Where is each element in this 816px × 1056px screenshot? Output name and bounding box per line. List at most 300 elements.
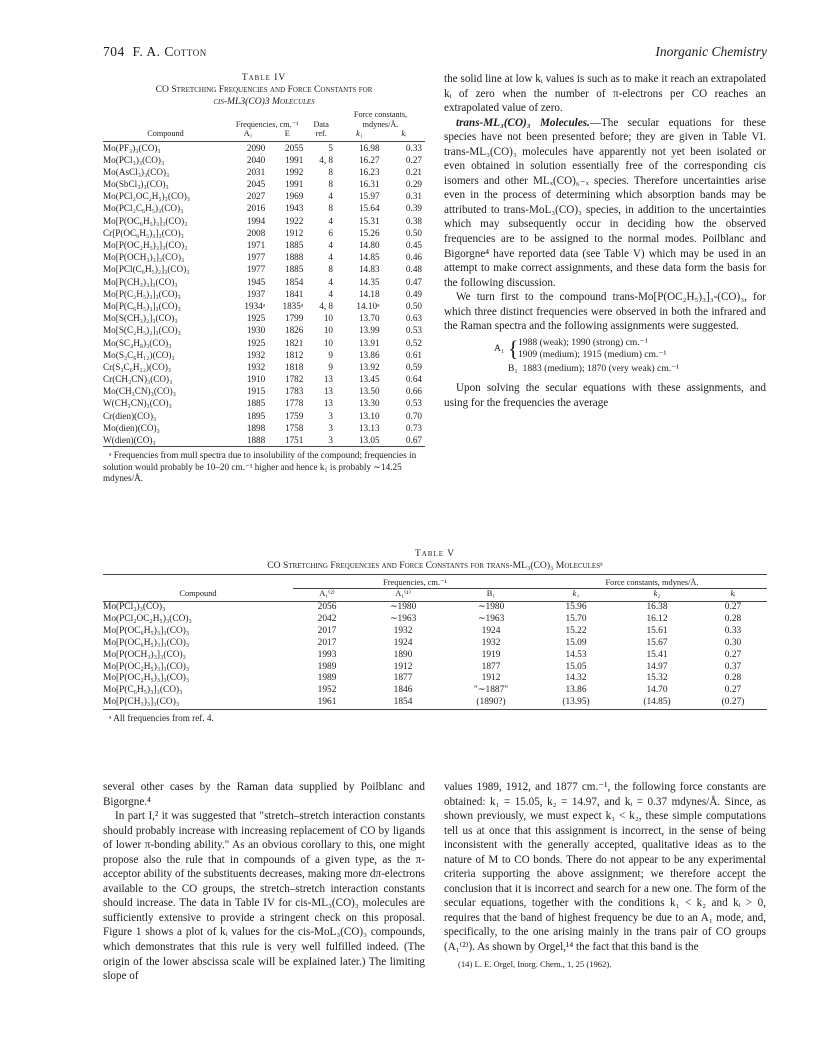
lower-left-text — [103, 780, 425, 984]
table-4-header-ref: ref. — [315, 129, 327, 138]
table-4-caption — [103, 72, 425, 108]
journal-name: Inorganic Chemistry — [655, 44, 767, 59]
paragraph: the solid line at low kᵢ values is such as to make it reach an extrapolated kᵢ of zero when the number of π-electrons per CO reaches an extrapolated value of zero. — [444, 73, 766, 115]
table4-value-cell: 15.97 — [358, 191, 380, 202]
table-4-header-a1: A₁ — [243, 129, 253, 138]
lower-right-text — [444, 780, 766, 970]
table5-value-cell: 1924 — [481, 625, 501, 636]
table4-row — [103, 288, 425, 300]
table4-row — [103, 227, 425, 239]
table4-value-cell: 1912 — [284, 227, 304, 238]
table-4 — [103, 110, 425, 447]
table4-compound-cell: Mo(PCl₃)₃(CO)₃ — [103, 154, 165, 165]
table-4-header-k1: k₁ — [356, 129, 363, 138]
table4-value-cell: 0.67 — [383, 434, 425, 447]
table4-value-cell: 6 — [328, 227, 334, 238]
table4-value-cell: 3 — [306, 434, 336, 447]
table4-value-cell: 0.47 — [405, 276, 422, 287]
table4-value-cell: 0.49 — [405, 288, 422, 299]
table4-compound-cell: Mo[PCl(C₆H₅)₂]₃(CO)₃ — [103, 264, 190, 275]
table-4-body — [103, 141, 425, 447]
table5-row — [103, 614, 767, 626]
table4-row — [103, 190, 425, 202]
table4-value-cell: 2040 — [246, 154, 266, 165]
table4-value-cell: 2045 — [246, 179, 266, 190]
table5-value-cell: 2042 — [317, 613, 337, 624]
table5-value-cell: 14.70 — [646, 685, 668, 696]
reference-14: (14) L. E. Orgel, Inorg. Chem., 1, 25 (1962). — [458, 958, 612, 969]
table4-row — [103, 349, 425, 361]
table4-value-cell: 9 — [328, 349, 334, 360]
table4-value-cell: 13.30 — [358, 398, 380, 409]
table5-row — [103, 638, 767, 650]
brace-glyph: { — [508, 335, 519, 361]
table4-value-cell: 0.59 — [405, 361, 422, 372]
table4-value-cell: 0.50 — [405, 227, 422, 238]
table4-value-cell: 1992 — [284, 166, 304, 177]
table4-row — [103, 166, 425, 178]
table5-value-cell: (1890?) — [445, 697, 537, 709]
table4-value-cell: 2090 — [246, 142, 266, 153]
table5-value-cell: 1877 — [393, 673, 413, 684]
table4-value-cell: 10 — [323, 325, 334, 336]
paragraph: values 1989, 1912, and 1877 cm.⁻¹, the following force constants are obtained: k₁ = 15.05, k₂ = 14.97, and kᵢ = 0.37 mdynes/Å. Since, as shown previously, we must expect k₁ < k₂, these simple computations tell us at once that this assignment is incorrect, in the sense of being inconsistent with the generally accepted, qualitative ideas as to the nature of M to CO bonds. There do not appear to be any experimental criteria supporting the above assignment; we therefore accept the conclusion that it is incorrect and search for a new one. The form of the secular equations, together with the conditions k₁ < k₂ and kᵢ > 0, requires that the band of highest frequency be due to an A₁ mode, and, specifically, to the one arising mainly in the trans pair of CO groups (A₁⁽²⁾). As shown by Orgel,¹⁴ the fact that this band is the — [444, 781, 766, 954]
table4-row — [103, 422, 425, 434]
table4-value-cell: 15.64 — [358, 203, 380, 214]
table-5-block — [103, 548, 767, 725]
table5-value-cell: 16.38 — [646, 602, 668, 612]
table-5-header-b1: B₁ — [486, 589, 496, 598]
table4-value-cell: 1977 — [246, 264, 266, 275]
table5-value-cell: 1961 — [293, 697, 361, 709]
table4-value-cell: 1841 — [284, 288, 304, 299]
table5-value-cell: 15.67 — [646, 637, 668, 648]
assignment-a1-line1: 1988 (weak); 1990 (strong) cm.⁻¹ — [518, 336, 648, 348]
table4-compound-cell: Cr(dien)(CO)₃ — [103, 410, 157, 421]
table5-compound-cell: Mo(PCl₃)₃(CO)₃ — [103, 602, 166, 612]
table4-row — [103, 276, 425, 288]
table-5-header-force: Force constants, mdynes/Å. — [537, 578, 767, 589]
table5-row — [103, 626, 767, 638]
table4-row — [103, 300, 425, 312]
table4-compound-cell: Mo(PCl₂C₆H₅)₃(CO)₃ — [103, 203, 184, 214]
table5-value-cell: 0.30 — [724, 637, 742, 648]
table5-compound-cell: Mo[P(OC₆H₅)₃]₃(CO)₃ — [103, 625, 190, 636]
table5-compound-cell: Mo(PCl₂OC₂H₅)₃(CO)₃ — [103, 613, 192, 624]
table5-value-cell: (0.27) — [699, 697, 767, 709]
table4-value-cell: 10 — [323, 313, 334, 324]
table4-compound-cell: Mo(PCl₂OC₂H₅)₃(CO)₃ — [103, 191, 190, 202]
table5-value-cell: 14.32 — [565, 673, 587, 684]
table5-compound-cell: Mo[P(OC₂H₅)₃]₃(CO)₃ — [103, 673, 190, 684]
table4-value-cell: 10 — [323, 337, 334, 348]
table-4-header-mdynes: mdynes/Å. — [362, 119, 399, 129]
table4-compound-cell: Mo[P(OCH₃)₃]₃(CO)₃ — [103, 252, 185, 263]
table4-value-cell: 1854 — [284, 276, 304, 287]
table5-value-cell: 2056 — [317, 602, 337, 612]
table-5-header-ki: kᵢ — [730, 589, 736, 598]
table4-value-cell: 5 — [328, 142, 334, 153]
table5-value-cell: 0.33 — [724, 625, 742, 636]
table4-value-cell: 16.31 — [358, 179, 380, 190]
table4-value-cell: 4 — [328, 288, 334, 299]
table4-row — [103, 337, 425, 349]
table5-value-cell: 0.28 — [724, 673, 742, 684]
table4-value-cell: 0.66 — [405, 386, 422, 397]
table4-value-cell: 15.26 — [358, 227, 380, 238]
table4-compound-cell: Mo[P(OC₂H₅)₃]₃(CO)₃ — [103, 240, 188, 250]
table4-value-cell: 13 — [323, 386, 334, 397]
table4-value-cell: 1821 — [284, 337, 304, 348]
table5-value-cell: 1912 — [481, 673, 501, 684]
table5-value-cell: 0.28 — [724, 613, 742, 624]
table5-value-cell: ∼1980 — [477, 602, 505, 612]
table4-value-cell: 1895 — [246, 410, 266, 421]
table-4-title-line1: CO Stretching Frequencies and Force Constants for — [155, 84, 373, 95]
table5-compound-cell: Mo[P(C₆H₅)₃]₃(CO)₃ — [103, 685, 183, 696]
table5-value-cell: "∼1887" — [473, 685, 509, 696]
table4-value-cell: 8 — [328, 264, 334, 275]
table4-value-cell: 2008 — [246, 227, 266, 238]
table4-value-cell: 13.70 — [358, 313, 380, 324]
table-5-title: CO Stretching Frequencies and Force Constants for trans-ML₃(CO)₃ Moleculesᵃ — [267, 560, 603, 571]
table4-value-cell: 1932 — [246, 349, 266, 360]
table-5-label: Table V — [415, 549, 455, 559]
table4-value-cell: 1932 — [246, 361, 266, 372]
table5-value-cell: 0.27 — [724, 685, 742, 696]
table5-value-cell: ∼1963 — [477, 613, 505, 624]
table4-value-cell: 1971 — [246, 240, 266, 250]
table4-value-cell: 1977 — [246, 252, 266, 263]
table4-value-cell: 2055 — [284, 142, 304, 153]
table4-compound-cell: Mo(PF₃)₃(CO)₃ — [103, 142, 161, 153]
table4-value-cell: 0.70 — [405, 410, 422, 421]
table4-value-cell: 0.45 — [405, 240, 422, 250]
table4-value-cell: 1943 — [284, 203, 304, 214]
table4-value-cell: 0.38 — [405, 215, 422, 226]
table4-value-cell: 1969 — [284, 191, 304, 202]
table4-value-cell: 14.35 — [358, 276, 380, 287]
table4-value-cell: 13.99 — [358, 325, 380, 336]
table4-row — [103, 324, 425, 336]
table5-value-cell: 2017 — [317, 637, 337, 648]
table4-value-cell: 14.85 — [358, 252, 380, 263]
table4-value-cell: 4, 8 — [319, 154, 334, 165]
paragraph: Upon solving the secular equations with these assignments, and using for the frequencies the average — [444, 382, 766, 409]
table5-compound-cell: Mo[P(OCH₃)₃]₃(CO)₃ — [103, 649, 186, 660]
table-5-footnote: ᵃ All frequencies from ref. 4. — [109, 713, 214, 724]
table4-value-cell: 13.91 — [358, 337, 380, 348]
table4-value-cell: 2016 — [246, 203, 266, 214]
table4-compound-cell: Mo[S(C₂H₅)₂]₃(CO)₃ — [103, 325, 181, 336]
table4-compound-cell: Mo(dien)(CO)₃ — [103, 422, 160, 433]
table5-value-cell: 1890 — [393, 649, 413, 660]
table4-row — [103, 312, 425, 324]
table5-value-cell: 15.96 — [565, 602, 587, 612]
table4-compound-cell: Mo[P(OC₆H₅)₃]₃(CO)₃ — [103, 215, 188, 226]
table4-compound-cell: Mo[P(C₂H₅)₃]₃(CO)₃ — [103, 288, 181, 299]
table4-compound-cell: Mo(S₃C₆H₁₂)(CO)₃ — [103, 349, 175, 360]
table4-value-cell: 9 — [328, 361, 334, 372]
table4-value-cell: 4 — [328, 276, 334, 287]
table5-value-cell: 15.05 — [565, 661, 587, 672]
table4-value-cell: 1994 — [246, 215, 266, 226]
table4-row — [103, 141, 425, 154]
table5-value-cell: 14.97 — [646, 661, 668, 672]
table5-value-cell: 2017 — [317, 625, 337, 636]
table-4-header-frequencies: Frequencies, cm.⁻¹ — [235, 119, 299, 129]
table4-value-cell: 1934ᵃ — [244, 300, 266, 311]
table5-value-cell: 1993 — [317, 649, 337, 660]
paragraph: We turn first to the compound trans-Mo[P(OC₂H₅)₃]₃-(CO)₃, for which three distinct frequencies were observed in both the infrared and the Raman spectra and the following assignments were suggested. — [444, 291, 766, 333]
table5-value-cell: 1846 — [393, 685, 413, 696]
table4-value-cell: 4 — [328, 252, 334, 263]
table4-compound-cell: Mo(CH₃CN)₃(CO)₃ — [103, 386, 176, 397]
author-name: F. A. Cotton — [132, 44, 207, 59]
table4-row — [103, 154, 425, 166]
table-5-header-k2: k₂ — [653, 589, 661, 598]
table5-value-cell: 16.12 — [646, 613, 668, 624]
table-4-header-force-constants: Force constants, — [353, 110, 408, 119]
table4-value-cell: 1818 — [284, 361, 304, 372]
paragraph: several other cases by the Raman data supplied by Poilblanc and Bigorgne.⁴ — [103, 781, 425, 808]
table4-row — [103, 251, 425, 263]
table5-value-cell: 1877 — [481, 661, 501, 672]
table5-value-cell: 1952 — [317, 685, 337, 696]
table4-value-cell: 1885 — [246, 398, 266, 409]
table-4-block — [103, 72, 425, 485]
table4-value-cell: 1910 — [246, 374, 266, 385]
table-5-header-a1-1: A₁⁽¹⁾ — [395, 589, 411, 598]
table5-value-cell: 1924 — [393, 637, 413, 648]
paragraph-trans — [444, 116, 766, 291]
table5-compound-cell: Mo[P(OC₆H₅)₃]₃(CO)₃ — [103, 637, 190, 648]
table5-row — [103, 685, 767, 697]
table4-value-cell: 14.80 — [358, 240, 380, 250]
table4-row — [103, 397, 425, 409]
table4-row — [103, 410, 425, 422]
table4-row — [103, 202, 425, 214]
table4-value-cell: 1758 — [284, 422, 304, 433]
table4-value-cell: 1782 — [284, 374, 304, 385]
table-5-caption — [103, 548, 767, 572]
table4-value-cell: 13.50 — [358, 386, 380, 397]
table-4-header-data: Data — [313, 119, 329, 129]
table4-value-cell: 1888 — [228, 434, 268, 447]
table4-compound-cell: Cr[P(OC₆H₅)₃]₃(CO)₃ — [103, 227, 184, 238]
table4-value-cell: 3 — [328, 410, 334, 421]
table4-value-cell: 0.73 — [405, 422, 422, 433]
table4-value-cell: 1799 — [284, 313, 304, 324]
table-5-body — [103, 602, 767, 710]
table5-row — [103, 650, 767, 662]
table5-value-cell: 0.27 — [724, 602, 742, 612]
table4-value-cell: 0.31 — [405, 191, 422, 202]
table5-value-cell: 1912 — [393, 661, 413, 672]
table4-value-cell: 1930 — [246, 325, 266, 336]
table4-value-cell: 13 — [323, 374, 334, 385]
table5-value-cell: 0.27 — [724, 649, 742, 660]
table4-value-cell: 2027 — [246, 191, 266, 202]
table4-value-cell: 0.48 — [405, 264, 422, 275]
running-header — [103, 44, 767, 64]
table5-row — [103, 673, 767, 685]
table4-compound-cell: Mo[P(C₆H₅)₃]₃(CO)₃ — [103, 300, 181, 311]
table4-value-cell: 1751 — [268, 434, 306, 447]
table4-value-cell: 1915 — [246, 386, 266, 397]
table4-value-cell: 13.45 — [358, 374, 380, 385]
table-5 — [103, 574, 767, 710]
table4-value-cell: 1925 — [246, 313, 266, 324]
table5-value-cell: 15.22 — [565, 625, 587, 636]
table4-row — [103, 215, 425, 227]
table4-value-cell: 0.53 — [405, 325, 422, 336]
table4-compound-cell: W(CH₃CN)₃(CO)₃ — [103, 398, 172, 409]
table5-value-cell: 0.37 — [724, 661, 742, 672]
table4-value-cell: 15.31 — [358, 215, 380, 226]
table-5-header-compound: Compound — [179, 588, 217, 598]
table4-value-cell: 0.53 — [405, 398, 422, 409]
section-heading: trans-ML₃(CO)₃ Molecules. — [456, 116, 590, 129]
table4-value-cell: 4 — [328, 240, 334, 250]
table-4-header-ki: kᵢ — [401, 129, 407, 138]
table4-value-cell: 1945 — [246, 276, 266, 287]
table5-row — [103, 697, 767, 709]
table5-value-cell: 1854 — [361, 697, 445, 709]
table4-row — [103, 385, 425, 397]
table5-value-cell: 1932 — [481, 637, 501, 648]
table4-value-cell: 4 — [328, 215, 334, 226]
table4-compound-cell: W(dien)(CO)₃ — [103, 434, 228, 447]
assignment-b1-label: B₁ — [508, 362, 518, 374]
table4-value-cell: 0.63 — [405, 313, 422, 324]
table4-value-cell: 3 — [328, 422, 334, 433]
table4-value-cell: 8 — [328, 166, 334, 177]
table5-value-cell: 13.86 — [565, 685, 587, 696]
table4-value-cell: 13.92 — [358, 361, 380, 372]
table4-value-cell: 14.83 — [358, 264, 380, 275]
table4-value-cell: 1925 — [246, 337, 266, 348]
page-number: 704 — [103, 44, 125, 59]
table4-value-cell: 0.27 — [405, 154, 422, 165]
table4-compound-cell: Cr(CH₃CN)₃(CO)₃ — [103, 374, 173, 385]
table-5-header-k1: k₁ — [572, 589, 580, 598]
table4-value-cell: 1937 — [246, 288, 266, 299]
table4-value-cell: 1888 — [284, 252, 304, 263]
table4-value-cell: 4 — [328, 191, 334, 202]
table5-value-cell: 15.41 — [646, 649, 668, 660]
table-4-title-line2: cis-ML3(CO)3 Molecules — [213, 96, 315, 107]
table4-value-cell: 8 — [328, 179, 334, 190]
table-5-header-a1-2: A₁⁽²⁾ — [319, 589, 335, 598]
table4-value-cell: 1759 — [284, 410, 304, 421]
table4-value-cell: 8 — [328, 203, 334, 214]
table4-value-cell: 14.18 — [358, 288, 380, 299]
table4-value-cell: 13 — [323, 398, 334, 409]
assignment-b1-line: B₁ 1883 (medium); 1870 (very weak) cm.⁻¹ — [508, 362, 680, 374]
table4-row — [103, 178, 425, 190]
table5-value-cell: (14.85) — [615, 697, 699, 709]
table-4-header-compound: Compound — [147, 129, 184, 138]
paragraph: In part I,² it was suggested that "stretch–stretch interaction constants should probably increase with increasing replacement of CO by ligands of lower π-bonding ability." As an obvious corollary to this, one might propose also the rule that in compounds of a given type, as the π-acceptor ability of the substituents decreases, making more dπ-electrons available to the CO groups, the stretch–stretch interaction constants should increase. The data in Table IV for cis-ML₃(CO)₃ molecules are sufficiently extensive to provide a stringent check on this proposal. Figure 1 shows a plot of kᵢ values for the cis-MoL₃(CO)₃ compounds, which demonstrates that this rule is very well fulfilled indeed. (The origin of the lower abscissa scale will be explained later.) The limiting slope of — [103, 810, 425, 983]
table4-value-cell: 16.27 — [358, 154, 380, 165]
table4-compound-cell: Mo(SbCl₃)₃(CO)₃ — [103, 179, 169, 190]
table5-value-cell: 15.09 — [565, 637, 587, 648]
table4-value-cell: 0.46 — [405, 252, 422, 263]
table4-value-cell: 4, 8 — [319, 300, 334, 311]
table4-value-cell: 0.61 — [405, 349, 422, 360]
table4-value-cell: 1826 — [284, 325, 304, 336]
table4-row — [103, 263, 425, 275]
table5-value-cell: 1919 — [481, 649, 501, 660]
table4-compound-cell: Cr(S₃C₆H₁₂)(CO)₃ — [103, 361, 172, 372]
table4-value-cell: 1783 — [284, 386, 304, 397]
table5-value-cell: 15.61 — [646, 625, 668, 636]
table5-value-cell: 1989 — [317, 661, 337, 672]
assignment-a1-label: A₁ — [494, 342, 505, 354]
table4-value-cell: 1885 — [284, 240, 304, 250]
table-4-label: Table IV — [241, 73, 287, 83]
table4-value-cell: 0.50 — [405, 300, 422, 311]
assignment-block — [494, 337, 766, 376]
table5-value-cell: 1989 — [317, 673, 337, 684]
table5-row — [103, 662, 767, 674]
table4-value-cell: 13.10 — [358, 410, 380, 421]
paragraph-body: —The secular equations for these species have not been presented before; they are given in Table VI. trans-ML₃(CO)₃ molecules have apparently not yet been isolated or even obtained in solution essentially free of the corresponding cis isomers and other MLₓ(CO)₆₋ₓ species. Therefore uncertainties arise even in the process of determining which absorption bands may be attributed to trans-MoL₃(CO)₃ species, in addition to the uncertainties which may subsequently occur in deciding how the observed frequencies are to be assigned to the normal modes. Poilblanc and Bigorgne⁴ have reported data (see Table V) which may be used in an attempt to make correct assignments, and these data form the basis for the following discussion. — [444, 116, 766, 289]
table4-value-cell: 0.39 — [405, 203, 422, 214]
table5-value-cell: ∼1980 — [389, 602, 417, 612]
table5-value-cell: 14.53 — [565, 649, 587, 660]
table-5-header-frequencies: Frequencies, cm.⁻¹ — [293, 578, 537, 589]
table-4-footnote: ᵃ Frequencies from mull spectra due to insolubility of the compound; frequencies in solution would probably be 10–20 cm.⁻¹ higher and hence k₁ is probably ∼14.25 mdynes/Å. — [103, 450, 417, 484]
table5-value-cell: 15.70 — [565, 613, 587, 624]
table5-value-cell: 15.32 — [646, 673, 668, 684]
table4-value-cell: 13.13 — [358, 422, 380, 433]
table4-compound-cell: Mo(AsCl₃)₃(CO)₃ — [103, 166, 170, 177]
table4-row — [103, 239, 425, 251]
table4-value-cell: 13.86 — [358, 349, 380, 360]
table4-value-cell: 1885 — [284, 264, 304, 275]
table4-value-cell: 14.10ᵃ — [356, 300, 380, 311]
table-4-header-e: E — [284, 129, 290, 138]
table4-compound-cell: Mo[S(CH₃)₂]₃(CO)₃ — [103, 313, 178, 324]
table4-value-cell: 1898 — [246, 422, 266, 433]
table4-value-cell: 13.05 — [336, 434, 383, 447]
table5-value-cell: ∼1963 — [389, 613, 417, 624]
assignment-a1-line2: 1909 (medium); 1915 (medium) cm.⁻¹ — [518, 349, 667, 361]
table4-value-cell: 1991 — [284, 154, 304, 165]
table5-compound-cell: Mo[P(OC₂H₅)₃]₃(CO)₃ — [103, 661, 190, 672]
table4-value-cell: 1835ᵃ — [282, 300, 304, 311]
table5-row — [103, 602, 767, 614]
table4-value-cell: 0.29 — [405, 179, 422, 190]
right-column-text — [444, 72, 766, 410]
table5-value-cell: 1932 — [393, 625, 413, 636]
table4-value-cell: 0.21 — [405, 166, 422, 177]
table4-value-cell: 16.98 — [358, 142, 380, 153]
table4-value-cell: 1778 — [284, 398, 304, 409]
table4-compound-cell: Mo[P(CH₃)₃]₃(CO)₃ — [103, 276, 178, 287]
table4-value-cell: 1922 — [284, 215, 304, 226]
table5-compound-cell: Mo[P(CH₃)₃]₃(CO)₃ — [103, 697, 293, 709]
table5-value-cell: (13.95) — [537, 697, 615, 709]
table4-compound-cell: Mo(SC₄H₈)₃(CO)₃ — [103, 337, 172, 348]
table4-value-cell: 0.64 — [405, 374, 422, 385]
table4-value-cell: 0.33 — [405, 142, 422, 153]
table4-value-cell: 16.23 — [358, 166, 380, 177]
table4-value-cell: 0.52 — [405, 337, 422, 348]
table4-row — [103, 434, 425, 447]
